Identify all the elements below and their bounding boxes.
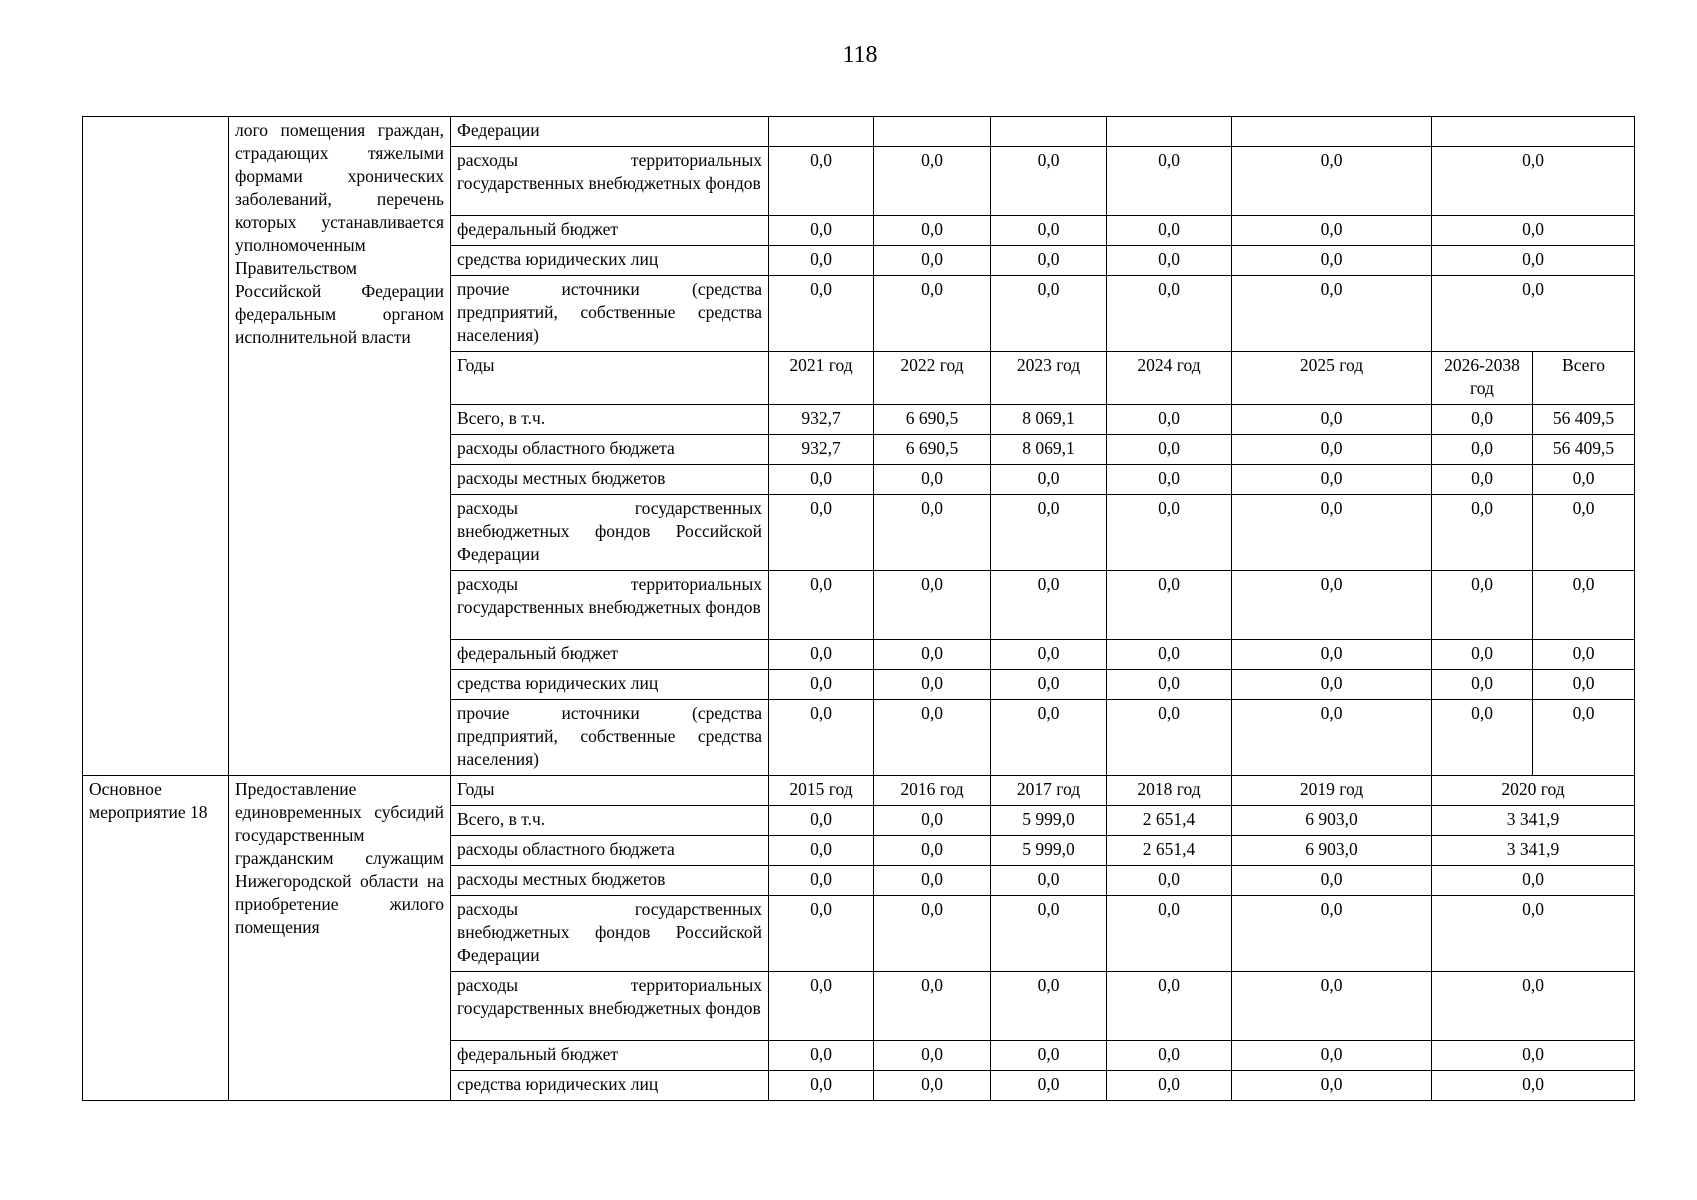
source-label: расходы территориальных государственных внебюджетных фондов: [451, 147, 769, 216]
value-cell: 0,0: [991, 972, 1107, 1041]
year-header: 2022 год: [874, 352, 991, 405]
value-cell: 56 409,5: [1533, 405, 1635, 435]
value-cell: 0,0: [991, 495, 1107, 571]
value-cell: 0,0: [874, 670, 991, 700]
value-cell: 0,0: [874, 866, 991, 896]
value-cell: 0,0: [769, 495, 874, 571]
value-cell: 0,0: [769, 972, 874, 1041]
value-cell: [1107, 117, 1232, 147]
source-label: прочие источники (средства предприятий, собственные средства населения): [451, 700, 769, 776]
value-cell: 0,0: [991, 571, 1107, 640]
value-cell: 3 341,9: [1432, 836, 1635, 866]
description-cell: Предоставление единовременных субсидий государственным гражданским служащим Нижегородской области на приобретение жилого помещения: [229, 776, 451, 1101]
value-cell: 0,0: [1533, 700, 1635, 776]
value-cell: 0,0: [1432, 435, 1533, 465]
year-header: 2016 год: [874, 776, 991, 806]
source-label: расходы государственных внебюджетных фондов Российской Федерации: [451, 495, 769, 571]
year-header: 2021 год: [769, 352, 874, 405]
value-cell: 0,0: [991, 640, 1107, 670]
value-cell: 0,0: [991, 246, 1107, 276]
value-cell: 0,0: [769, 276, 874, 352]
value-cell: 0,0: [1107, 972, 1232, 1041]
source-label: прочие источники (средства предприятий, собственные средства населения): [451, 276, 769, 352]
source-label: Всего, в т.ч.: [451, 405, 769, 435]
value-cell: 0,0: [769, 571, 874, 640]
value-cell: 0,0: [874, 495, 991, 571]
value-cell: 0,0: [991, 1071, 1107, 1101]
value-cell: 0,0: [769, 670, 874, 700]
value-cell: 0,0: [1432, 276, 1635, 352]
years-label: Годы: [451, 352, 769, 405]
value-cell: 0,0: [1232, 495, 1432, 571]
source-label: средства юридических лиц: [451, 1071, 769, 1101]
value-cell: 0,0: [769, 866, 874, 896]
value-cell: 0,0: [1533, 640, 1635, 670]
year-header: 2015 год: [769, 776, 874, 806]
value-cell: 0,0: [1232, 700, 1432, 776]
source-label: Федерации: [451, 117, 769, 147]
value-cell: 0,0: [1107, 700, 1232, 776]
value-cell: 56 409,5: [1533, 435, 1635, 465]
value-cell: 0,0: [1432, 866, 1635, 896]
page-number: 118: [842, 42, 878, 68]
value-cell: 0,0: [1232, 147, 1432, 216]
value-cell: 0,0: [1232, 640, 1432, 670]
value-cell: 0,0: [1533, 670, 1635, 700]
value-cell: 0,0: [769, 836, 874, 866]
value-cell: 932,7: [769, 435, 874, 465]
source-label: средства юридических лиц: [451, 670, 769, 700]
value-cell: 0,0: [874, 896, 991, 972]
value-cell: 0,0: [1432, 246, 1635, 276]
value-cell: 0,0: [1533, 495, 1635, 571]
value-cell: 0,0: [1107, 1071, 1232, 1101]
year-header: 2020 год: [1432, 776, 1635, 806]
value-cell: 5 999,0: [991, 806, 1107, 836]
value-cell: 0,0: [769, 700, 874, 776]
value-cell: 0,0: [1533, 571, 1635, 640]
value-cell: 0,0: [769, 1041, 874, 1071]
value-cell: 0,0: [1432, 640, 1533, 670]
value-cell: 0,0: [874, 147, 991, 216]
value-cell: 0,0: [1232, 465, 1432, 495]
source-label: федеральный бюджет: [451, 216, 769, 246]
value-cell: 0,0: [1232, 216, 1432, 246]
value-cell: 0,0: [991, 465, 1107, 495]
year-header: Всего: [1533, 352, 1635, 405]
value-cell: 0,0: [769, 246, 874, 276]
value-cell: 0,0: [769, 640, 874, 670]
value-cell: 0,0: [1232, 246, 1432, 276]
value-cell: 0,0: [874, 1071, 991, 1101]
year-header: 2019 год: [1232, 776, 1432, 806]
value-cell: 0,0: [874, 246, 991, 276]
value-cell: 0,0: [874, 972, 991, 1041]
value-cell: 0,0: [1432, 405, 1533, 435]
value-cell: 0,0: [1232, 276, 1432, 352]
value-cell: 0,0: [769, 147, 874, 216]
value-cell: 0,0: [1232, 670, 1432, 700]
value-cell: 0,0: [1432, 1071, 1635, 1101]
value-cell: 0,0: [1432, 147, 1635, 216]
value-cell: 0,0: [1107, 495, 1232, 571]
value-cell: 0,0: [991, 670, 1107, 700]
value-cell: 0,0: [1107, 670, 1232, 700]
value-cell: [874, 117, 991, 147]
source-label: федеральный бюджет: [451, 640, 769, 670]
value-cell: 0,0: [1232, 1041, 1432, 1071]
value-cell: [1432, 117, 1635, 147]
value-cell: 0,0: [1232, 1071, 1432, 1101]
value-cell: 0,0: [1107, 276, 1232, 352]
value-cell: 6 903,0: [1232, 836, 1432, 866]
value-cell: 0,0: [874, 216, 991, 246]
value-cell: 0,0: [769, 806, 874, 836]
value-cell: 6 690,5: [874, 435, 991, 465]
value-cell: 0,0: [1432, 670, 1533, 700]
value-cell: 2 651,4: [1107, 836, 1232, 866]
value-cell: 0,0: [1232, 571, 1432, 640]
source-label: расходы территориальных государственных внебюджетных фондов: [451, 571, 769, 640]
value-cell: 0,0: [1432, 1041, 1635, 1071]
value-cell: 0,0: [1432, 571, 1533, 640]
value-cell: 0,0: [1432, 700, 1533, 776]
measure-cell: [83, 117, 229, 776]
value-cell: 0,0: [874, 700, 991, 776]
value-cell: 0,0: [1107, 147, 1232, 216]
value-cell: 2 651,4: [1107, 806, 1232, 836]
value-cell: 0,0: [1232, 866, 1432, 896]
value-cell: 0,0: [1107, 866, 1232, 896]
value-cell: 0,0: [769, 896, 874, 972]
value-cell: 0,0: [1432, 896, 1635, 972]
year-header: 2024 год: [1107, 352, 1232, 405]
year-header: 2023 год: [991, 352, 1107, 405]
value-cell: 0,0: [874, 1041, 991, 1071]
value-cell: 0,0: [1107, 435, 1232, 465]
years-label: Годы: [451, 776, 769, 806]
value-cell: 0,0: [991, 276, 1107, 352]
year-header: 2018 год: [1107, 776, 1232, 806]
value-cell: 0,0: [874, 276, 991, 352]
value-cell: 0,0: [1432, 972, 1635, 1041]
value-cell: 3 341,9: [1432, 806, 1635, 836]
source-label: расходы территориальных государственных внебюджетных фондов: [451, 972, 769, 1041]
value-cell: [769, 117, 874, 147]
value-cell: 0,0: [1107, 216, 1232, 246]
table-row: [83, 117, 1635, 147]
source-label: средства юридических лиц: [451, 246, 769, 276]
value-cell: 0,0: [1232, 435, 1432, 465]
source-label: расходы областного бюджета: [451, 836, 769, 866]
source-label: расходы государственных внебюджетных фондов Российской Федерации: [451, 896, 769, 972]
source-label: расходы областного бюджета: [451, 435, 769, 465]
value-cell: 0,0: [1432, 465, 1533, 495]
value-cell: 0,0: [874, 640, 991, 670]
value-cell: 0,0: [991, 896, 1107, 972]
value-cell: 0,0: [769, 465, 874, 495]
years-header-row: [83, 776, 1635, 806]
value-cell: 8 069,1: [991, 405, 1107, 435]
value-cell: 932,7: [769, 405, 874, 435]
value-cell: 0,0: [1107, 1041, 1232, 1071]
value-cell: 0,0: [991, 1041, 1107, 1071]
source-label: расходы местных бюджетов: [451, 866, 769, 896]
value-cell: 6 903,0: [1232, 806, 1432, 836]
year-header: 2025 год: [1232, 352, 1432, 405]
value-cell: 0,0: [1107, 896, 1232, 972]
source-label: федеральный бюджет: [451, 1041, 769, 1071]
value-cell: 0,0: [1533, 465, 1635, 495]
value-cell: 0,0: [1232, 405, 1432, 435]
value-cell: 0,0: [874, 571, 991, 640]
value-cell: 0,0: [991, 216, 1107, 246]
value-cell: 0,0: [1107, 571, 1232, 640]
value-cell: 5 999,0: [991, 836, 1107, 866]
description-cell: лого помещения граждан, страдающих тяжелыми формами хронических заболеваний, перечень которых устанавливается уполномоченным Правительством Российской Федерации федеральным органом исполнительной власти: [229, 117, 451, 776]
value-cell: 0,0: [874, 806, 991, 836]
value-cell: 0,0: [1232, 896, 1432, 972]
value-cell: 0,0: [1107, 640, 1232, 670]
value-cell: 0,0: [769, 1071, 874, 1101]
year-header: 2017 год: [991, 776, 1107, 806]
source-label: Всего, в т.ч.: [451, 806, 769, 836]
value-cell: 0,0: [991, 700, 1107, 776]
value-cell: 0,0: [991, 147, 1107, 216]
value-cell: 0,0: [874, 465, 991, 495]
value-cell: [991, 117, 1107, 147]
value-cell: 0,0: [1107, 246, 1232, 276]
value-cell: 0,0: [769, 216, 874, 246]
value-cell: 8 069,1: [991, 435, 1107, 465]
funding-table: [82, 116, 1635, 1101]
value-cell: 0,0: [991, 866, 1107, 896]
value-cell: 0,0: [874, 836, 991, 866]
year-header: 2026-2038 год: [1432, 352, 1533, 405]
value-cell: 0,0: [1107, 465, 1232, 495]
value-cell: 0,0: [1232, 972, 1432, 1041]
measure-cell: Основное мероприятие 18: [83, 776, 229, 1101]
value-cell: 0,0: [1107, 405, 1232, 435]
value-cell: 0,0: [1432, 216, 1635, 246]
value-cell: [1232, 117, 1432, 147]
value-cell: 0,0: [1432, 495, 1533, 571]
source-label: расходы местных бюджетов: [451, 465, 769, 495]
value-cell: 6 690,5: [874, 405, 991, 435]
